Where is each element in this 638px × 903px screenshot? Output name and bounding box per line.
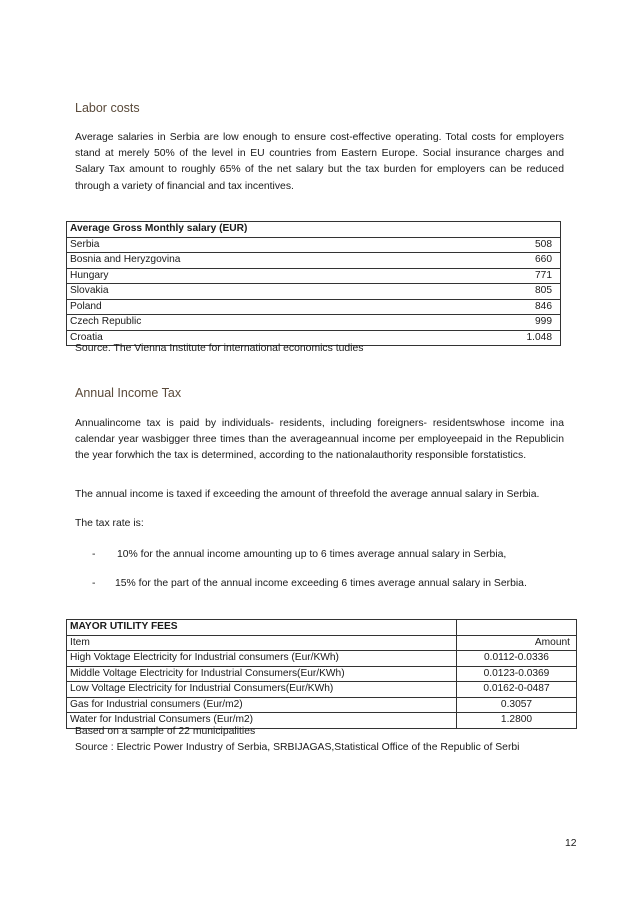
amount-cell: 0.0162-0-0487 bbox=[457, 682, 577, 698]
table-row bbox=[67, 237, 561, 253]
country-cell: Czech Republic bbox=[67, 315, 442, 331]
item-cell: Middle Voltage Electricity for Industrial Consumers(Eur/KWh) bbox=[67, 666, 457, 682]
country-cell: Hungary bbox=[67, 268, 442, 284]
bullet-dash: - bbox=[92, 549, 96, 560]
labor-costs-heading: Labor costs bbox=[75, 101, 140, 115]
table-row bbox=[67, 682, 577, 698]
item-cell: Gas for Industrial consumers (Eur/m2) bbox=[67, 697, 457, 713]
item-column-header: Item bbox=[67, 635, 457, 651]
income-tax-threshold-text: The annual income is taxed if exceeding the amount of threefold the average annual salary in Serbia. bbox=[75, 489, 540, 500]
table-row bbox=[67, 284, 561, 300]
annual-income-tax-heading: Annual Income Tax bbox=[75, 386, 182, 400]
country-cell: Croatia bbox=[67, 330, 442, 346]
item-cell: Water for Industrial Consumers (Eur/m2) bbox=[67, 713, 457, 729]
empty-header-cell bbox=[457, 620, 577, 636]
country-cell: Poland bbox=[67, 299, 442, 315]
table-row bbox=[67, 299, 561, 315]
amount-cell: 0.0112-0.0336 bbox=[457, 651, 577, 667]
amount-cell: 0.3057 bbox=[457, 697, 577, 713]
table-row bbox=[67, 268, 561, 284]
utility-fees-table bbox=[66, 619, 577, 729]
amount-cell: 0.0123-0.0369 bbox=[457, 666, 577, 682]
salary-table bbox=[66, 221, 561, 346]
page-number: 12 bbox=[565, 838, 577, 849]
table-row bbox=[67, 253, 561, 269]
table-row bbox=[67, 315, 561, 331]
salary-cell: 805 bbox=[442, 284, 561, 300]
salary-cell: 660 bbox=[442, 253, 561, 269]
country-cell: Slovakia bbox=[67, 284, 442, 300]
table-row bbox=[67, 651, 577, 667]
utility-source-note: Source : Electric Power Industry of Serbia, SRBIJAGAS,Statistical Office of the Republic of Serbi bbox=[75, 742, 520, 753]
bullet-dash: - bbox=[92, 578, 96, 589]
item-cell: High Voktage Electricity for Industrial consumers (Eur/KWh) bbox=[67, 651, 457, 667]
labor-costs-paragraph: Average salaries in Serbia are low enough to ensure cost-effective operating. Total costs for employers stand at merely 50% of the level in EU countries from Eastern Europe. Social insurance charges and Salary Tax amount to roughly 65% of the net salary but the tax burden for employers can be reduced through a variety of financial and tax incentives. bbox=[75, 132, 564, 192]
country-cell: Serbia bbox=[67, 237, 442, 253]
salary-cell: 1.048 bbox=[442, 330, 561, 346]
amount-cell: 1.2800 bbox=[457, 713, 577, 729]
salary-cell: 508 bbox=[442, 237, 561, 253]
table-row bbox=[67, 666, 577, 682]
item-cell: Low Voltage Electricity for Industrial Consumers(Eur/KWh) bbox=[67, 682, 457, 698]
amount-column-header: Amount bbox=[457, 635, 577, 651]
utility-table-header: MAYOR UTILITY FEES bbox=[67, 620, 457, 636]
salary-table-header: Average Gross Monthly salary (EUR) bbox=[67, 222, 561, 238]
table-column-row bbox=[67, 635, 577, 651]
table-header-row bbox=[67, 620, 577, 636]
tax-rate-intro: The tax rate is: bbox=[75, 518, 144, 529]
table-row bbox=[67, 697, 577, 713]
tax-rate-bullet-2: 15% for the part of the annual income exceeding 6 times average annual salary in Serbia. bbox=[115, 578, 527, 589]
table-header-row bbox=[67, 222, 561, 238]
tax-rate-bullet-1: 10% for the annual income amounting up to 6 times average annual salary in Serbia, bbox=[117, 549, 507, 560]
salary-cell: 999 bbox=[442, 315, 561, 331]
salary-cell: 846 bbox=[442, 299, 561, 315]
sample-note: Based on a sample of 22 municipalities bbox=[75, 726, 256, 737]
country-cell: Bosnia and Heryzgovina bbox=[67, 253, 442, 269]
salary-source-note: Source. The Vienna Institute for international economics tudies bbox=[75, 343, 364, 354]
salary-cell: 771 bbox=[442, 268, 561, 284]
income-tax-paragraph: Annualincome tax is paid by individuals- residents, including foreigners- residentswhose income ina calendar year wasbigger three times than the averageannual income per employeepaid in the Republicin the year forwhich the tax is determined, according to the nationalauthority responsible forstatistics. bbox=[75, 418, 564, 462]
